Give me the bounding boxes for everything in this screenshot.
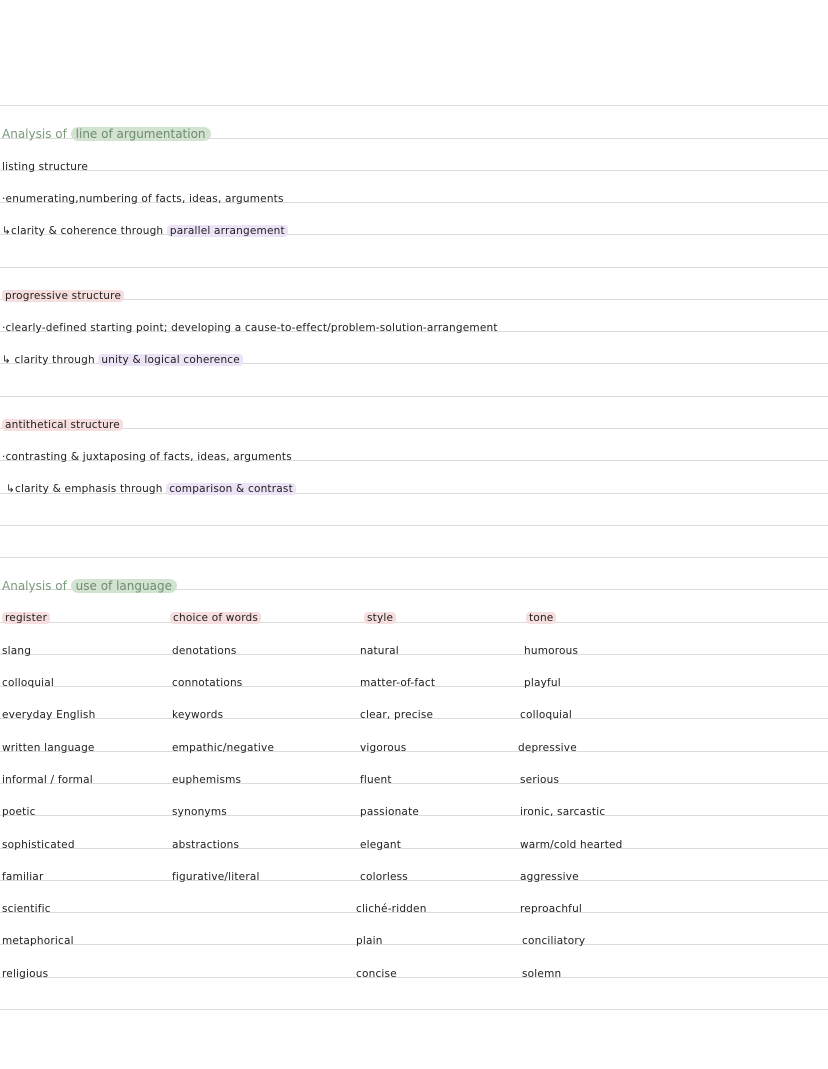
list-item: concise	[356, 968, 397, 980]
list-item: serious	[520, 774, 560, 786]
header-highlight: style	[364, 612, 396, 624]
column-header-tone	[526, 611, 556, 625]
antithetical-structure-line1: ·contrasting & juxtaposing of facts, ideas, arguments	[2, 451, 292, 463]
ruled-line	[0, 267, 828, 268]
list-item: euphemisms	[172, 774, 242, 786]
list-item: aggressive	[520, 871, 579, 883]
line-prefix: ↳clarity & coherence through	[2, 225, 164, 237]
line-prefix: ↳clarity & emphasis through	[6, 483, 163, 495]
list-item: colloquial	[520, 709, 573, 721]
list-item: vigorous	[360, 742, 407, 754]
ruled-line	[0, 880, 828, 881]
list-item: abstractions	[172, 839, 240, 851]
list-item: metaphorical	[2, 935, 74, 947]
ruled-line	[0, 977, 828, 978]
ruled-line	[0, 170, 828, 171]
ruled-line	[0, 848, 828, 849]
list-item: connotations	[172, 677, 243, 689]
list-item: natural	[360, 645, 399, 657]
header-highlight: register	[2, 612, 50, 624]
title-highlight: progressive structure	[2, 290, 124, 302]
list-item: poetic	[2, 806, 36, 818]
list-item: playful	[524, 677, 561, 689]
list-item: conciliatory	[522, 935, 586, 947]
listing-structure-line2	[2, 224, 288, 238]
list-item: clear, precise	[360, 709, 434, 721]
ruled-line	[0, 299, 828, 300]
list-item: humorous	[524, 645, 579, 657]
list-item: synonyms	[172, 806, 227, 818]
list-item: reproachful	[520, 903, 583, 915]
ruled-line	[0, 525, 828, 526]
title-highlight: antithetical structure	[2, 419, 123, 431]
list-item: ironic, sarcastic	[520, 806, 606, 818]
list-item: denotations	[172, 645, 237, 657]
ruled-line	[0, 944, 828, 945]
column-header-choice-of-words	[170, 611, 261, 625]
line-highlight: parallel arrangement	[167, 225, 288, 237]
ruled-line	[0, 1009, 828, 1010]
list-item: everyday English	[2, 709, 96, 721]
heading-highlight: line of argumentation	[71, 127, 211, 141]
progressive-structure-line1: ·clearly-defined starting point; developing a cause-to-effect/problem-solution-arrangement	[2, 322, 498, 334]
listing-structure-title: listing structure	[2, 161, 89, 173]
list-item: written language	[2, 742, 95, 754]
heading-prefix: Analysis of	[2, 127, 67, 141]
list-item: matter-of-fact	[360, 677, 436, 689]
list-item: plain	[356, 935, 383, 947]
list-item: solemn	[522, 968, 562, 980]
ruled-line	[0, 654, 828, 655]
list-item: religious	[2, 968, 49, 980]
ruled-line	[0, 783, 828, 784]
ruled-line	[0, 396, 828, 397]
header-highlight: tone	[526, 612, 556, 624]
list-item: informal / formal	[2, 774, 93, 786]
list-item: depressive	[518, 742, 577, 754]
heading-prefix: Analysis of	[2, 579, 67, 593]
ruled-line	[0, 751, 828, 752]
language-heading	[2, 578, 177, 594]
list-item: colorless	[360, 871, 408, 883]
list-item: fluent	[360, 774, 392, 786]
progressive-structure-line2	[2, 353, 243, 367]
list-item: elegant	[360, 839, 402, 851]
list-item: keywords	[172, 709, 224, 721]
list-item: slang	[2, 645, 32, 657]
listing-structure-line1: ·enumerating,numbering of facts, ideas, arguments	[2, 193, 284, 205]
header-highlight: choice of words	[170, 612, 261, 624]
column-header-style	[364, 611, 396, 625]
progressive-structure-title	[2, 289, 124, 303]
list-item: figurative/literal	[172, 871, 260, 883]
column-header-register	[2, 611, 50, 625]
list-item: passionate	[360, 806, 420, 818]
list-item: empathic/negative	[172, 742, 275, 754]
list-item: familiar	[2, 871, 44, 883]
line-prefix: ↳ clarity through	[2, 354, 95, 366]
line-highlight: unity & logical coherence	[98, 354, 243, 366]
list-item: warm/cold hearted	[520, 839, 623, 851]
list-item: colloquial	[2, 677, 55, 689]
antithetical-structure-line2	[6, 482, 296, 496]
ruled-line	[0, 105, 828, 106]
ruled-line	[0, 428, 828, 429]
antithetical-structure-title	[2, 418, 123, 432]
heading-highlight: use of language	[71, 579, 177, 593]
ruled-line	[0, 557, 828, 558]
line-highlight: comparison & contrast	[166, 483, 296, 495]
list-item: cliché-ridden	[356, 903, 427, 915]
ruled-line	[0, 622, 828, 623]
list-item: scientific	[2, 903, 51, 915]
list-item: sophisticated	[2, 839, 75, 851]
argumentation-heading	[2, 126, 211, 142]
